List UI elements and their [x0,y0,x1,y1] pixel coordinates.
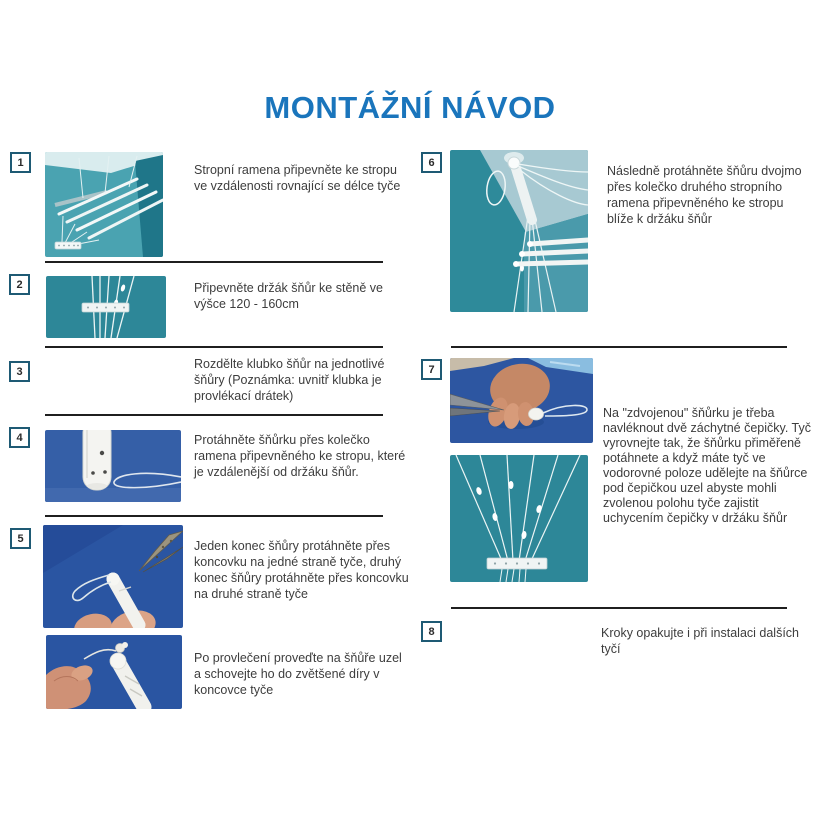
separator-line [451,346,787,348]
step-7-photo-caps [450,358,593,443]
ceiling-arms-illustration [45,152,163,257]
catch-cap-illustration [450,358,593,443]
step-number-7: 7 [421,359,442,380]
separator-line [45,261,383,263]
step-number-3: 3 [9,361,30,382]
step-1-text: Stropní ramena připevněte ke stropu ve vzdálenosti rovnající se délce tyče [194,163,401,193]
threading-illustration [43,525,183,628]
step-6-text: Následně protáhněte šňůru dvojmo přes kolečko druhého stropního ramena připevněného ke stropu blíže k držáku šňůr [607,164,802,226]
step-5-text-a: Jeden konec šňůry protáhněte přes koncovku na jedné straně tyče, druhý konec šňůry protáhněte přes koncovku na druhé straně tyče [194,539,409,601]
step-4-text: Protáhněte šňůrku přes kolečko ramena připevněného ke stropu, které je vzdálenější od držáku šňůr. [194,433,406,479]
step-7-text: Na "zdvojenou" šňůrku je třeba navléknout dvě záchytné čepičky. Tyč vyrovnejte tak, že šňůrku přiměřeně potáhnete a když máte tyč ve vodorovné poloze udělejte na šňůrce pod čepičkou uzel abyste mohli zvolenou polohu tyče zajistit uchycením čepičky v držáku šňůr [603,406,811,525]
knot-illustration [46,635,182,709]
step-4-photo [45,430,181,502]
separator-line [451,607,787,609]
ceiling-arm-pulley-illustration [450,150,588,312]
step-7-photo-holder [450,455,588,582]
step-3-text: Rozdělte klubko šňůr na jednotlivé šňůry (Poznámka: uvnitř klubka je provlékací drátek) [194,357,385,403]
step-number-6: 6 [421,152,442,173]
step-2-photo [46,276,166,338]
separator-line [45,346,383,348]
step-number-4: 4 [9,427,30,448]
step-5-photo-knot [46,635,182,709]
step-1-photo [45,152,163,257]
separator-line [45,515,383,517]
step-6-photo [450,150,588,312]
cords-with-caps-illustration [450,455,588,582]
step-8-text: Kroky opakujte i při instalaci dalších tyčí [601,626,800,656]
rod-end-illustration [45,430,181,502]
step-5-photo-threading [43,525,183,628]
step-number-1: 1 [10,152,31,173]
separator-line [45,414,383,416]
step-number-5: 5 [10,528,31,549]
page-title: MONTÁŽNÍ NÁVOD [264,90,556,125]
step-2-text: Připevněte držák šňůr ke stěně ve výšce 120 - 160cm [194,281,383,311]
cord-holder-illustration [46,276,166,338]
step-number-8: 8 [421,621,442,642]
step-number-2: 2 [9,274,30,295]
step-5-text-b: Po provlečení proveďte na šňůře uzel a schovejte ho do zvětšené díry v koncovce tyče [194,651,402,697]
